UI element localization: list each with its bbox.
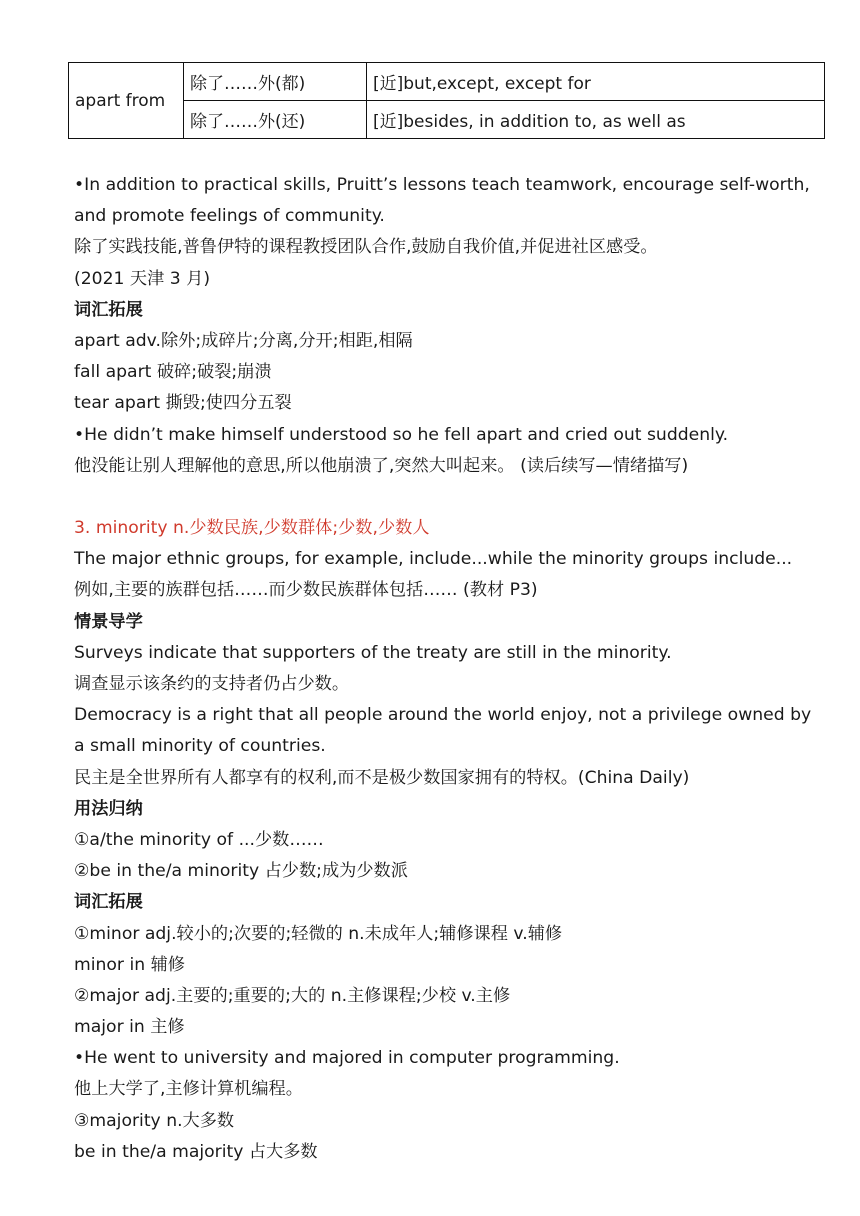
example-sentence: Democracy is a right that all people around the world enjoy, not a privilege owned by — [74, 705, 812, 726]
source-note: (2021 天津 3 月) — [74, 268, 211, 289]
vocab-entry: minor in 辅修 — [74, 954, 185, 975]
synonyms-cell: [近]besides, in addition to, as well as — [367, 101, 825, 139]
section-heading: 用法归纳 — [74, 798, 143, 819]
translation: 他没能让别人理解他的意思,所以他崩溃了,突然大叫起来。 (读后续写—情绪描写) — [74, 455, 689, 476]
usage-item: ①a/the minority of ...少数…… — [74, 829, 324, 850]
phrase-cell: apart from — [69, 63, 184, 139]
synonyms-cell: [近]but,except, except for — [367, 63, 825, 101]
translation: 民主是全世界所有人都享有的权利,而不是极少数国家拥有的特权。(China Daily) — [74, 767, 690, 788]
example-sentence: •In addition to practical skills, Pruitt’s lessons teach teamwork, encourage self-worth, — [74, 175, 810, 195]
vocab-entry: ②major adj.主要的;重要的;大的 n.主修课程;少校 v.主修 — [74, 985, 511, 1006]
table-row — [69, 63, 825, 101]
example-sentence: Surveys indicate that supporters of the treaty are still in the minority. — [74, 642, 672, 663]
vocab-entry: ①minor adj.较小的;次要的;轻微的 n.未成年人;辅修课程 v.辅修 — [74, 923, 563, 944]
example-sentence: The major ethnic groups, for example, include...while the minority groups include... — [74, 549, 793, 570]
vocab-entry: apart adv.除外;成碎片;分离,分开;相距,相隔 — [74, 330, 413, 351]
meaning-cell: 除了……外(还) — [184, 101, 367, 139]
translation: 他上大学了,主修计算机编程。 — [74, 1079, 303, 1100]
vocab-entry: major in 主修 — [74, 1017, 185, 1038]
translation: 调查显示该条约的支持者仍占少数。 — [74, 674, 350, 694]
meaning-cell: 除了……外(都) — [184, 63, 367, 101]
example-sentence: and promote feelings of community. — [74, 206, 385, 227]
usage-table — [68, 62, 825, 139]
translation: 例如,主要的族群包括……而少数民族群体包括…… (教材 P3) — [74, 580, 538, 601]
example-sentence: •He didn’t make himself understood so he fell apart and cried out suddenly. — [74, 424, 729, 445]
body-text — [74, 170, 834, 1168]
translation: 除了实践技能,普鲁伊特的课程教授团队合作,鼓励自我价值,并促进社区感受。 — [74, 237, 658, 258]
section-heading: 情景导学 — [74, 611, 143, 632]
example-sentence: a small minority of countries. — [74, 736, 326, 757]
section-heading: 词汇拓展 — [74, 892, 143, 913]
vocab-entry: ③majority n.大多数 — [74, 1110, 235, 1131]
section-heading: 词汇拓展 — [74, 299, 143, 320]
usage-item: ②be in the/a minority 占少数;成为少数派 — [74, 861, 408, 882]
vocab-entry: be in the/a majority 占大多数 — [74, 1141, 318, 1162]
entry-title: 3. minority n.少数民族,少数群体;少数,少数人 — [74, 518, 430, 539]
vocab-entry: tear apart 撕毁;使四分五裂 — [74, 393, 292, 414]
vocab-entry: fall apart 破碎;破裂;崩溃 — [74, 362, 272, 383]
example-sentence: •He went to university and majored in computer programming. — [74, 1048, 620, 1069]
spacer — [74, 482, 834, 513]
